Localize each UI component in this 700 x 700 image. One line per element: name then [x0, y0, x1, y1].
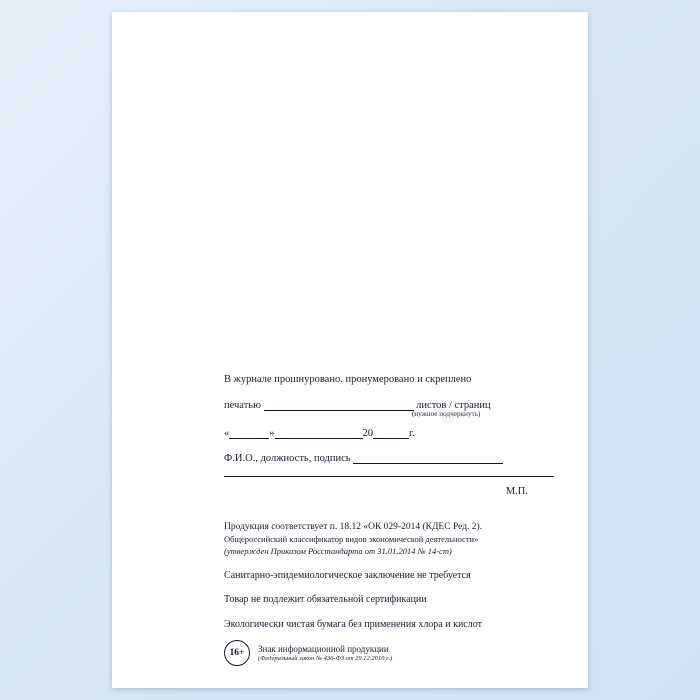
age-mark-title: Знак информационной продукции — [258, 643, 389, 654]
quote-open: « — [224, 428, 230, 440]
day-field[interactable] — [229, 429, 269, 439]
statement-sanitary: Санитарно-эпидемиологическое заключение не требуется — [224, 569, 471, 581]
seal-note: (нужное подчеркнуть) — [412, 410, 481, 419]
journal-statement-line: В журнале прошнуровано. пронумеровано и скреплено — [224, 374, 472, 385]
seal-fill-field[interactable] — [264, 401, 414, 411]
age-mark-subtitle: (Федеральный закон № 436-ФЗ от 29.12.2010 г.) — [258, 654, 393, 662]
legal-block — [224, 521, 558, 557]
document-page — [112, 12, 588, 688]
legal-line-3: (утвержден Приказом Росстандарта от 31.01.2014 № 14-ст) — [224, 545, 452, 556]
quote-close: » — [269, 428, 275, 440]
fio-label: Ф.И.О., должность, подпись — [224, 453, 351, 465]
year-suffix: г. — [409, 428, 415, 440]
legal-line-2: Общероссийский классификатор видов экономической деятельности» — [224, 534, 479, 545]
fio-row — [224, 453, 558, 464]
age-rating-icon: 16+ — [224, 640, 250, 666]
fio-field[interactable] — [353, 454, 503, 464]
age-mark-row — [224, 640, 558, 666]
seal-label: печатью — [224, 400, 261, 412]
legal-line-1: Продукция соответствует п. 18.12 «ОК 029-2014 (КДЕС Ред. 2). — [224, 522, 483, 533]
mp-label: М.П. — [505, 486, 528, 498]
document-content — [224, 372, 558, 666]
statement-certification: Товар не подлежит обязательной сертификации — [224, 593, 427, 605]
sheets-label: листов / страниц — [416, 400, 491, 412]
month-field[interactable] — [275, 429, 363, 439]
year-field[interactable] — [373, 429, 409, 439]
date-row — [224, 428, 558, 439]
age-mark-text — [258, 644, 392, 662]
eco-line: Экологически чистая бумага без применения хлора и кислот — [224, 618, 482, 630]
fio-field-second-line[interactable] — [224, 475, 554, 477]
year-prefix: 20 — [362, 428, 373, 440]
